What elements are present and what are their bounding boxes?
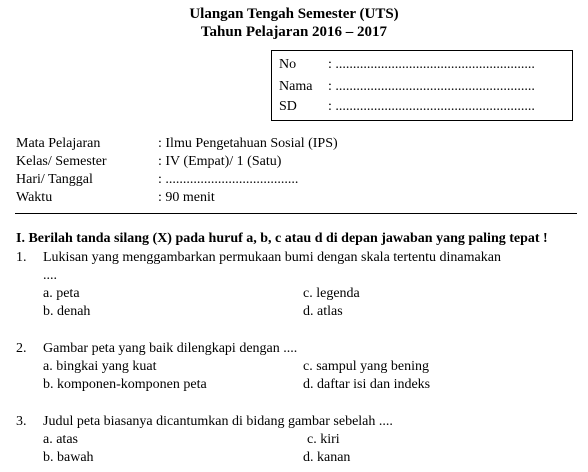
question-1-text: Lukisan yang menggambarkan permukaan bumi dengan skala tertentu dinamakan (43, 250, 501, 265)
question-3-option-b[interactable]: b. bawah (43, 450, 94, 465)
question-2-text: Gambar peta yang baik dilengkapi dengan .... (43, 341, 298, 356)
question-1-option-d[interactable]: d. atlas (303, 304, 343, 319)
question-1-number: 1. (16, 250, 27, 265)
divider-line (15, 213, 577, 214)
info-value-class: : IV (Empat)/ 1 (Satu) (158, 154, 282, 169)
exam-title: Ulangan Tengah Semester (UTS) (189, 6, 399, 22)
info-value-subject: : Ilmu Pengetahuan Sosial (IPS) (158, 136, 338, 151)
info-value-time: : 90 menit (158, 190, 215, 205)
identity-field-nama[interactable]: : ......................................................... (328, 79, 535, 94)
question-2-number: 2. (16, 341, 27, 356)
identity-label-no: No (279, 57, 297, 72)
section-instruction: I. Berilah tanda silang (X) pada huruf a, b, c atau d di depan jawaban yang paling tepat ! (16, 231, 548, 246)
identity-field-sd[interactable]: : ......................................................... (328, 99, 535, 114)
question-3-option-d[interactable]: d. kanan (303, 450, 351, 465)
question-3-number: 3. (16, 414, 27, 429)
question-2-option-c[interactable]: c. sampul yang bening (303, 359, 429, 374)
question-3-option-a[interactable]: a. atas (43, 432, 78, 447)
question-2-option-a[interactable]: a. bingkai yang kuat (43, 359, 157, 374)
question-1-option-c[interactable]: c. legenda (303, 286, 360, 301)
question-1-option-b[interactable]: b. denah (43, 304, 91, 319)
question-1-option-a[interactable]: a. peta (43, 286, 80, 301)
question-1-continuation: .... (43, 268, 57, 283)
info-label-date: Hari/ Tanggal (16, 172, 93, 187)
identity-label-nama: Nama (279, 79, 313, 94)
info-label-class: Kelas/ Semester (16, 154, 107, 169)
info-label-time: Waktu (16, 190, 53, 205)
info-label-subject: Mata Pelajaran (16, 136, 101, 151)
info-value-date[interactable]: : ...................................... (158, 172, 299, 187)
question-2-option-d[interactable]: d. daftar isi dan indeks (303, 377, 431, 392)
question-2-option-b[interactable]: b. komponen-komponen peta (43, 377, 207, 392)
identity-field-no[interactable]: : ......................................................... (328, 57, 535, 72)
identity-label-sd: SD (279, 99, 297, 114)
question-3-option-c[interactable]: c. kiri (307, 432, 340, 447)
question-3-text: Judul peta biasanya dicantumkan di bidang gambar sebelah .... (43, 414, 393, 429)
academic-year: Tahun Pelajaran 2016 – 2017 (200, 24, 388, 40)
